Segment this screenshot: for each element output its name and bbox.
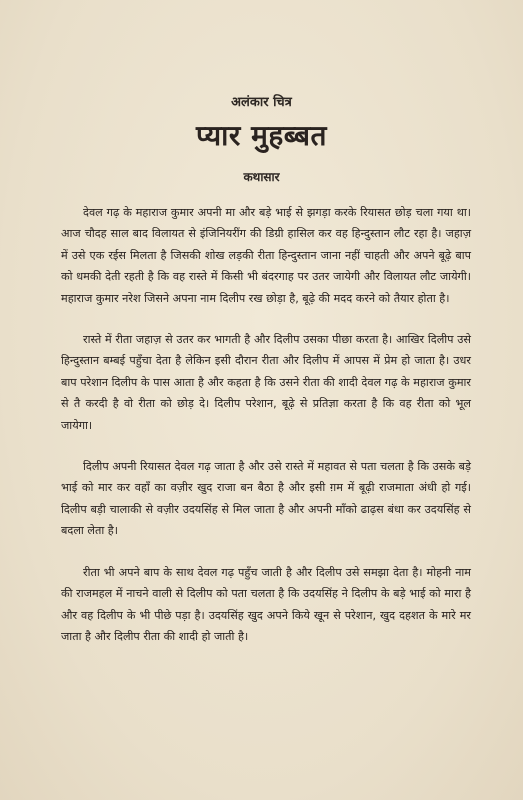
synopsis-paragraph-1: देवल गढ़ के महाराज कुमार अपनी मा और बड़े भाई से झगड़ा करके रियासत छोड़ चला गया था। आज चौदह साल बाद विलायत से इंजिनियरींग की डिग्री हासिल कर वह हिन्दुस्तान लौट रहा है। जहाज़ में उसे एक रईस मिलता है जिसकी शोख लड़की रीता हिन्दुस्तान जाना नहीं चाहती और अपने बूढ़े बाप को धमकी देती रहती है कि वह रास्ते में किसी भी बंदरगाह पर उतर जायेगी और विलायत लौट जायेगी। महाराज कुमार नरेश जिसने अपना नाम दिलीप रख छोड़ा है, बूढ़े की मदद करने को तैयार होता है। bbox=[61, 206, 471, 305]
page-title: प्यार मुहब्बत bbox=[195, 119, 328, 152]
synopsis-paragraph-4: रीता भी अपने बाप के साथ देवल गढ़ पहुँच जाती है और दिलीप उसे समझा देता है। मोहनी नाम की राजमहल में नाचने वाली से दिलीप को पता चलता है कि उदयसिंह ने दिलीप के बड़े भाई को मारा है और वह दिलीप के भी पीछे पड़ा है। उदयसिंह खुद अपने किये खून से परेशान, खुद दहशत के मारे मर जाता है और दिलीप रीता की शादी हो जाती है। bbox=[61, 565, 471, 643]
synopsis-heading: कथासार bbox=[243, 170, 280, 184]
section-label: अलंकार चित्र bbox=[231, 95, 292, 110]
synopsis-paragraph-3: दिलीप अपनी रियासत देवल गढ़ जाता है और उसे रास्ते में महावत से पता चलता है कि उसके बड़े भाई को मार कर वहाँ का वज़ीर खुद राजा बन बैठा है और इसी ग़म में बूढ़ी राजमाता अंधी हो गई। दिलीप बड़ी चालाकी से वज़ीर उदयसिंह से मिल जाता है और अपनी माँको ढाढ़स बंधा कर उदयसिंह से बदला लेता है। bbox=[61, 460, 471, 538]
synopsis-body bbox=[61, 202, 471, 667]
synopsis-paragraph-2: रास्ते में रीता जहाज़ से उतर कर भागती है और दिलीप उसका पीछा करता है। आखिर दिलीप उसे हिन्दुस्तान बम्बई पहुँचा देता है लेकिन इसी दौरान रीता और दिलीप में आपस में प्रेम हो जाता है। उधर बाप परेशान दिलीप के पास आता है और कहता है कि उसने रीता की शादी देवल गढ़ के महाराज कुमार से तै करदी है वो रीता को छोड़ दे। दिलीप परेशान, बूढ़े से प्रतिज्ञा करता है कि वह रीता को भूल जायेगा। bbox=[61, 333, 471, 432]
